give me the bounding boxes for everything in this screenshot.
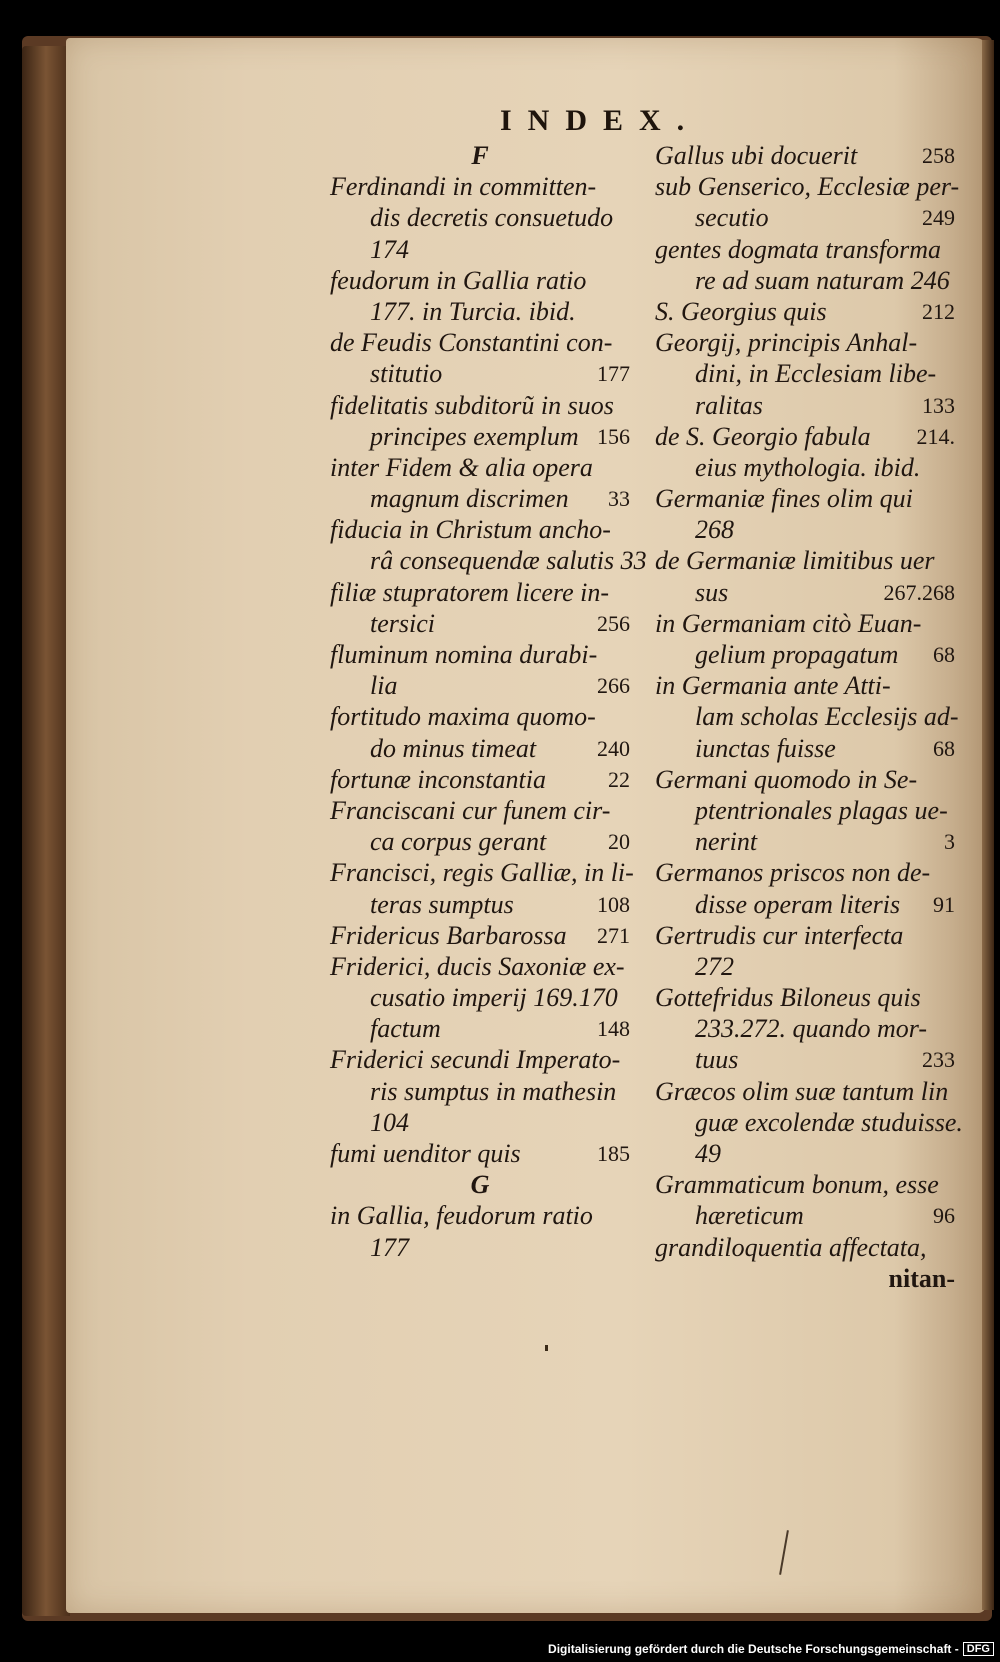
index-entry-line (330, 421, 630, 452)
entry-text: grandiloquentia affectata, (655, 1232, 927, 1262)
entry-text: râ consequendæ salutis 33 (370, 546, 647, 576)
page-reference: 148 (597, 1016, 630, 1042)
entry-text: gelium propagatum (695, 640, 899, 669)
entry-text: Ferdinandi in committen- (330, 172, 597, 202)
index-entry-line (655, 390, 955, 421)
index-entry-line (655, 857, 955, 888)
index-entry-line (655, 296, 955, 327)
entry-text: stitutio (370, 359, 443, 389)
index-entry-line (655, 826, 955, 857)
index-entry-line (330, 234, 630, 265)
entry-text: secutio (695, 203, 769, 233)
dfg-logo: DFG (963, 1642, 994, 1656)
index-entry-line (655, 545, 955, 576)
entry-text: gentes dogmata transforma (655, 234, 941, 264)
entry-text: re ad suam naturam 246 (695, 265, 950, 295)
index-entry-line (330, 857, 634, 888)
entry-text: 233.272. quando mor- (695, 1014, 928, 1044)
page-reference: 156 (597, 423, 630, 449)
entry-text: Germani quomodo in Se- (655, 764, 918, 794)
entry-text: iunctas fuisse (695, 733, 836, 763)
index-entry-line (655, 764, 955, 795)
index-entry-line (655, 920, 955, 951)
entry-text: sus (695, 577, 729, 607)
index-entry-line (655, 795, 955, 826)
index-entry-line (655, 1013, 955, 1044)
index-entry-line (655, 1232, 955, 1263)
page-reference: 267.268 (883, 579, 955, 605)
page-reference: 249 (922, 205, 955, 231)
page-reference: 68 (933, 735, 955, 761)
entry-text: tersici (370, 608, 435, 638)
index-column-right (655, 140, 963, 1294)
entry-text: Gottefridus Biloneus quis (655, 983, 921, 1013)
index-entry-line (330, 608, 630, 639)
entry-text: Franciscani cur funem cir- (330, 795, 611, 825)
entry-text: ptentrionales plagas ue- (695, 795, 948, 825)
page-reference: 91 (933, 891, 955, 917)
index-entry-line (330, 639, 630, 670)
entry-text: ris sumptus in mathesin (370, 1076, 617, 1106)
page-reference: 258 (922, 143, 955, 168)
index-entry-line (655, 1107, 963, 1138)
index-entry-line (330, 1200, 630, 1231)
index-entry-line (330, 390, 630, 421)
entry-text: in Gallia, feudorum ratio (330, 1201, 593, 1231)
entry-text: teras sumptus (370, 889, 514, 919)
index-entry-line (330, 577, 630, 608)
page-reference: 133 (922, 392, 955, 418)
entry-text: fluminum nomina durabi- (330, 640, 598, 669)
entry-text: Friderici, ducis Saxoniæ ex- (330, 951, 625, 981)
entry-text: Francisci, regis Galliæ, in li- (330, 858, 634, 888)
index-entry-line (330, 296, 630, 327)
entry-text: de S. Georgio fabula (655, 421, 871, 451)
entry-text: de Feudis Constantini con- (330, 328, 613, 358)
entry-text: 177. in Turcia. ibid. (370, 296, 576, 326)
index-entry-line (330, 358, 630, 389)
index-entry-line (655, 1138, 955, 1169)
entry-text: ralitas (695, 390, 763, 420)
entry-text: principes exemplum (370, 421, 579, 451)
entry-text: Friderici secundi Imperato- (330, 1045, 621, 1075)
entry-text: Germaniæ fines olim qui (655, 484, 913, 514)
entry-text: nerint (695, 827, 758, 857)
entry-text: 268 (695, 515, 734, 545)
entry-text: fiducia in Christum ancho- (330, 515, 611, 545)
entry-text: dis decretis consuetudo (370, 203, 614, 233)
page-edge (982, 40, 994, 1610)
index-entry-line (330, 202, 630, 233)
page-reference: 185 (597, 1141, 630, 1166)
page-reference: 256 (597, 610, 630, 636)
page-reference: 20 (608, 829, 630, 855)
index-entry-line (655, 327, 955, 358)
index-entry-line (330, 733, 630, 764)
index-entry-line (330, 265, 630, 296)
index-entry-line (655, 1044, 955, 1075)
index-entry-line (655, 889, 955, 920)
ink-speck (545, 1345, 548, 1351)
page-reference: 68 (933, 642, 955, 667)
entry-text: in Germania ante Atti- (655, 671, 891, 701)
page-reference: 3 (944, 829, 955, 855)
entry-text: ca corpus gerant (370, 827, 547, 857)
entry-text: 174 (370, 234, 409, 264)
index-entry-line (655, 421, 955, 452)
index-entry-line (655, 1169, 955, 1200)
index-entry-line (330, 327, 630, 358)
entry-text: 272 (695, 951, 734, 981)
entry-text: lia (370, 671, 398, 701)
index-entry-line (330, 1232, 630, 1263)
section-letter (330, 140, 630, 171)
index-entry-line (655, 733, 955, 764)
entry-text: filiæ stupratorem licere in- (330, 577, 609, 607)
entry-text: lam scholas Ecclesijs ad- (695, 702, 959, 732)
page-reference: 271 (597, 922, 630, 948)
entry-text: guæ excolendæ studuisse. (695, 1107, 963, 1137)
entry-text: in Germaniam citò Euan- (655, 608, 922, 638)
index-entry-line (330, 889, 630, 920)
index-entry-line (655, 452, 955, 483)
entry-text: feudorum in Gallia ratio (330, 265, 587, 295)
index-entry-line (655, 1200, 955, 1231)
entry-text: inter Fidem & alia opera (330, 452, 593, 482)
index-entry-line (655, 639, 955, 670)
entry-text: de Germaniæ limitibus uer (655, 546, 935, 576)
digitization-credit (548, 1642, 994, 1656)
entry-text: Gallus ubi docuerit (655, 141, 858, 170)
index-entry-line (330, 670, 630, 701)
index-entry-line (655, 982, 955, 1013)
page-reference: 214. (916, 423, 955, 449)
entry-text: tuus (695, 1045, 739, 1075)
entry-text: 49 (695, 1139, 721, 1168)
index-entry-line (330, 514, 630, 545)
index-entry-line (330, 1076, 630, 1107)
index-entry-line (330, 982, 630, 1013)
page-reference: 33 (608, 486, 630, 512)
index-entry-line (655, 140, 955, 171)
index-entry-line (330, 1107, 630, 1138)
index-entry-line (655, 265, 955, 296)
book-spine-edge (22, 46, 70, 1616)
index-entry-line (330, 1044, 630, 1075)
entry-text: dini, in Ecclesiam libe- (695, 359, 937, 389)
index-entry-line (330, 483, 630, 514)
credit-text: Digitalisierung gefördert durch die Deutsche Forschungsgemeinschaft - (548, 1642, 959, 1656)
entry-text: G (470, 1170, 490, 1200)
index-entry-line (655, 701, 959, 732)
index-entry-line (330, 795, 630, 826)
entry-text: Fridericus Barbarossa (330, 920, 567, 950)
entry-text: nitan- (888, 1263, 955, 1293)
entry-text: Germanos priscos non de- (655, 858, 931, 888)
page-reference: 240 (597, 735, 630, 761)
page-reference: 108 (597, 891, 630, 917)
entry-text: hæreticum (695, 1201, 804, 1231)
entry-text: Georgij, principis Anhal- (655, 328, 918, 358)
entry-text: 104 (370, 1107, 409, 1137)
running-head: INDEX. (500, 104, 701, 137)
index-entry-line (330, 951, 630, 982)
index-entry-line (655, 514, 955, 545)
index-entry-line (655, 171, 960, 202)
index-entry-line (330, 826, 630, 857)
index-entry-line (655, 608, 955, 639)
index-entry-line (655, 670, 955, 701)
index-entry-line (330, 920, 630, 951)
entry-text: eius mythologia. ibid. (695, 452, 921, 482)
index-entry-line (655, 1263, 955, 1294)
entry-text: fumi uenditor quis (330, 1139, 521, 1168)
index-entry-line (330, 1138, 630, 1169)
entry-text: Gertrudis cur interfecta (655, 920, 904, 950)
entry-text: fidelitatis subditorũ in suos (330, 390, 614, 420)
entry-text: sub Genserico, Ecclesiæ per- (655, 172, 960, 202)
page-reference: 266 (597, 673, 630, 699)
entry-text: F (471, 141, 489, 170)
index-entry-line (330, 1013, 630, 1044)
index-entry-line (655, 1076, 955, 1107)
index-entry-line (655, 951, 955, 982)
entry-text: magnum discrimen (370, 484, 569, 514)
index-entry-line (655, 577, 955, 608)
entry-text: Græcos olim suæ tantum lin (655, 1076, 949, 1106)
page-reference: 177 (597, 361, 630, 387)
index-entry-line (330, 545, 647, 576)
page-reference: 233 (922, 1047, 955, 1073)
index-entry-line (655, 483, 955, 514)
page-reference: 22 (608, 766, 630, 792)
entry-text: fortunæ inconstantia (330, 764, 546, 794)
entry-text: 177 (370, 1232, 409, 1262)
index-entry-line (655, 202, 955, 233)
page-reference: 96 (933, 1203, 955, 1229)
index-entry-line (330, 452, 630, 483)
index-entry-line (330, 701, 630, 732)
index-entry-line (330, 764, 630, 795)
page-reference: 212 (922, 298, 955, 324)
entry-text: factum (370, 1014, 441, 1044)
entry-text: fortitudo maxima quomo- (330, 702, 596, 732)
entry-text: Grammaticum bonum, esse (655, 1170, 939, 1200)
index-column-left (330, 140, 647, 1263)
entry-text: cusatio imperij 169.170 (370, 983, 618, 1013)
index-entry-line (655, 358, 955, 389)
section-letter (330, 1169, 630, 1200)
entry-text: S. Georgius quis (655, 296, 827, 326)
index-entry-line (330, 171, 630, 202)
index-entry-line (655, 234, 955, 265)
entry-text: disse operam literis (695, 889, 901, 919)
entry-text: do minus timeat (370, 733, 537, 763)
